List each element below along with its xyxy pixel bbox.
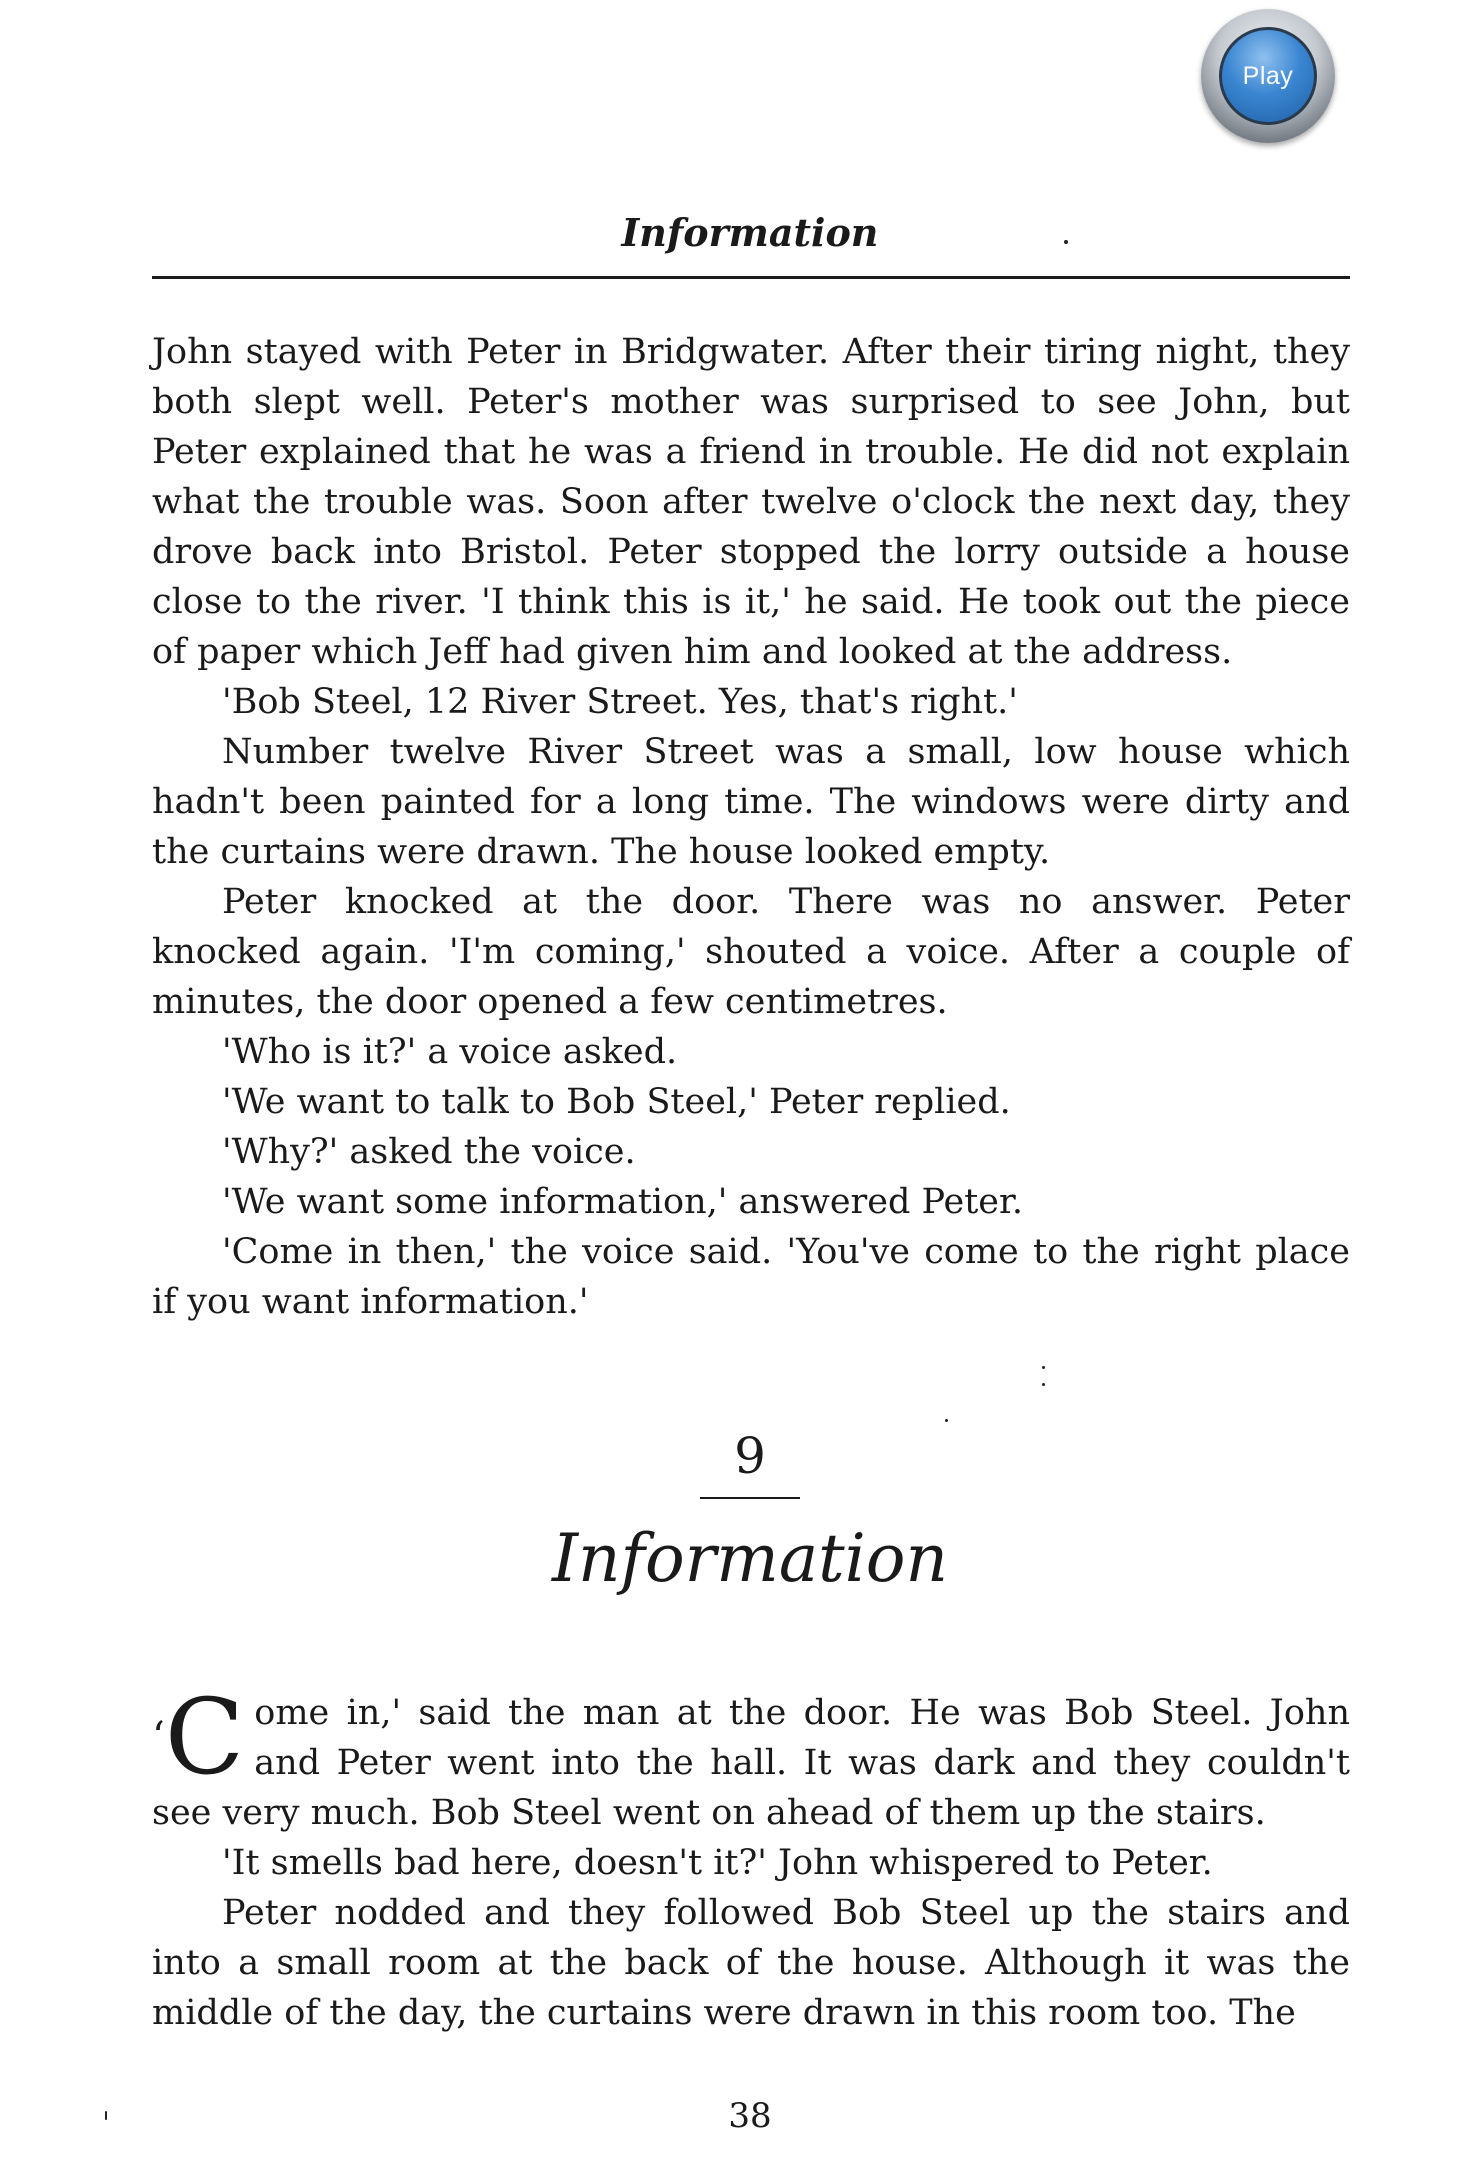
chapter-title: Information [551, 1520, 949, 1597]
chapter-text-block [152, 1676, 1350, 2038]
stray-mark [1042, 1383, 1045, 1386]
paragraph: 'Come in then,' the voice said. 'You've come to the right place if you want information.' [152, 1232, 1350, 1322]
drop-cap-open-quote: ‘ [152, 1714, 165, 1760]
stray-mark [1064, 240, 1068, 244]
paragraph: 'Why?' asked the voice. [222, 1132, 636, 1172]
paragraph: Number twelve River Street was a small, low house which hadn't been painted for a long time. The windows were dirty and the curtains were drawn. The house looked empty. [152, 732, 1350, 872]
play-button[interactable] [1201, 9, 1335, 143]
drop-cap-letter: C [164, 1676, 245, 1798]
play-button-label[interactable]: Play [1219, 27, 1317, 125]
stray-mark [1042, 1366, 1045, 1369]
opening-paragraph-text: ome in,' said the man at the door. He was Bob Steel. John and Peter went into the hall. It was dark and they couldn't see very much. Bob Steel went on ahead of them up the stairs. [152, 1693, 1350, 1833]
chapter-rule [700, 1497, 800, 1499]
paragraph: 'Bob Steel, 12 River Street. Yes, that's right.' [222, 682, 1018, 722]
paragraph: Peter nodded and they followed Bob Steel up the stairs and into a small room at the back of the house. Although it was the middle of the day, the curtains were drawn in this room too. The [152, 1893, 1350, 2033]
paragraph: 'We want to talk to Bob Steel,' Peter replied. [222, 1082, 1011, 1122]
paragraph: 'We want some information,' answered Peter. [222, 1182, 1023, 1222]
opening-paragraph [152, 1676, 1350, 1838]
paragraph: John stayed with Peter in Bridgwater. After their tiring night, they both slept well. Peter's mother was surprised to see John, but Peter explained that he was a friend in trouble. He did not explain what the trouble was. Soon after twelve o'clock the next day, they drove back into Bristol. Peter stopped the lorry outside a house close to the river. 'I think this is it,' he said. He took out the piece of paper which Jeff had given him and looked at the address. [152, 332, 1350, 672]
page-number: 38 [728, 2096, 772, 2136]
stray-mark [945, 1419, 948, 1422]
chapter-number: 9 [734, 1427, 766, 1485]
paragraph: 'It smells bad here, doesn't it?' John whispered to Peter. [222, 1843, 1213, 1883]
top-text-block [152, 327, 1350, 1327]
paragraph: Peter knocked at the door. There was no answer. Peter knocked again. 'I'm coming,' shouted a voice. After a couple of minutes, the door opened a few centimetres. [152, 882, 1350, 1022]
drop-cap [152, 1676, 245, 1798]
header-rule [152, 276, 1350, 279]
running-head: Information [621, 210, 879, 255]
paragraph: 'Who is it?' a voice asked. [222, 1032, 678, 1072]
